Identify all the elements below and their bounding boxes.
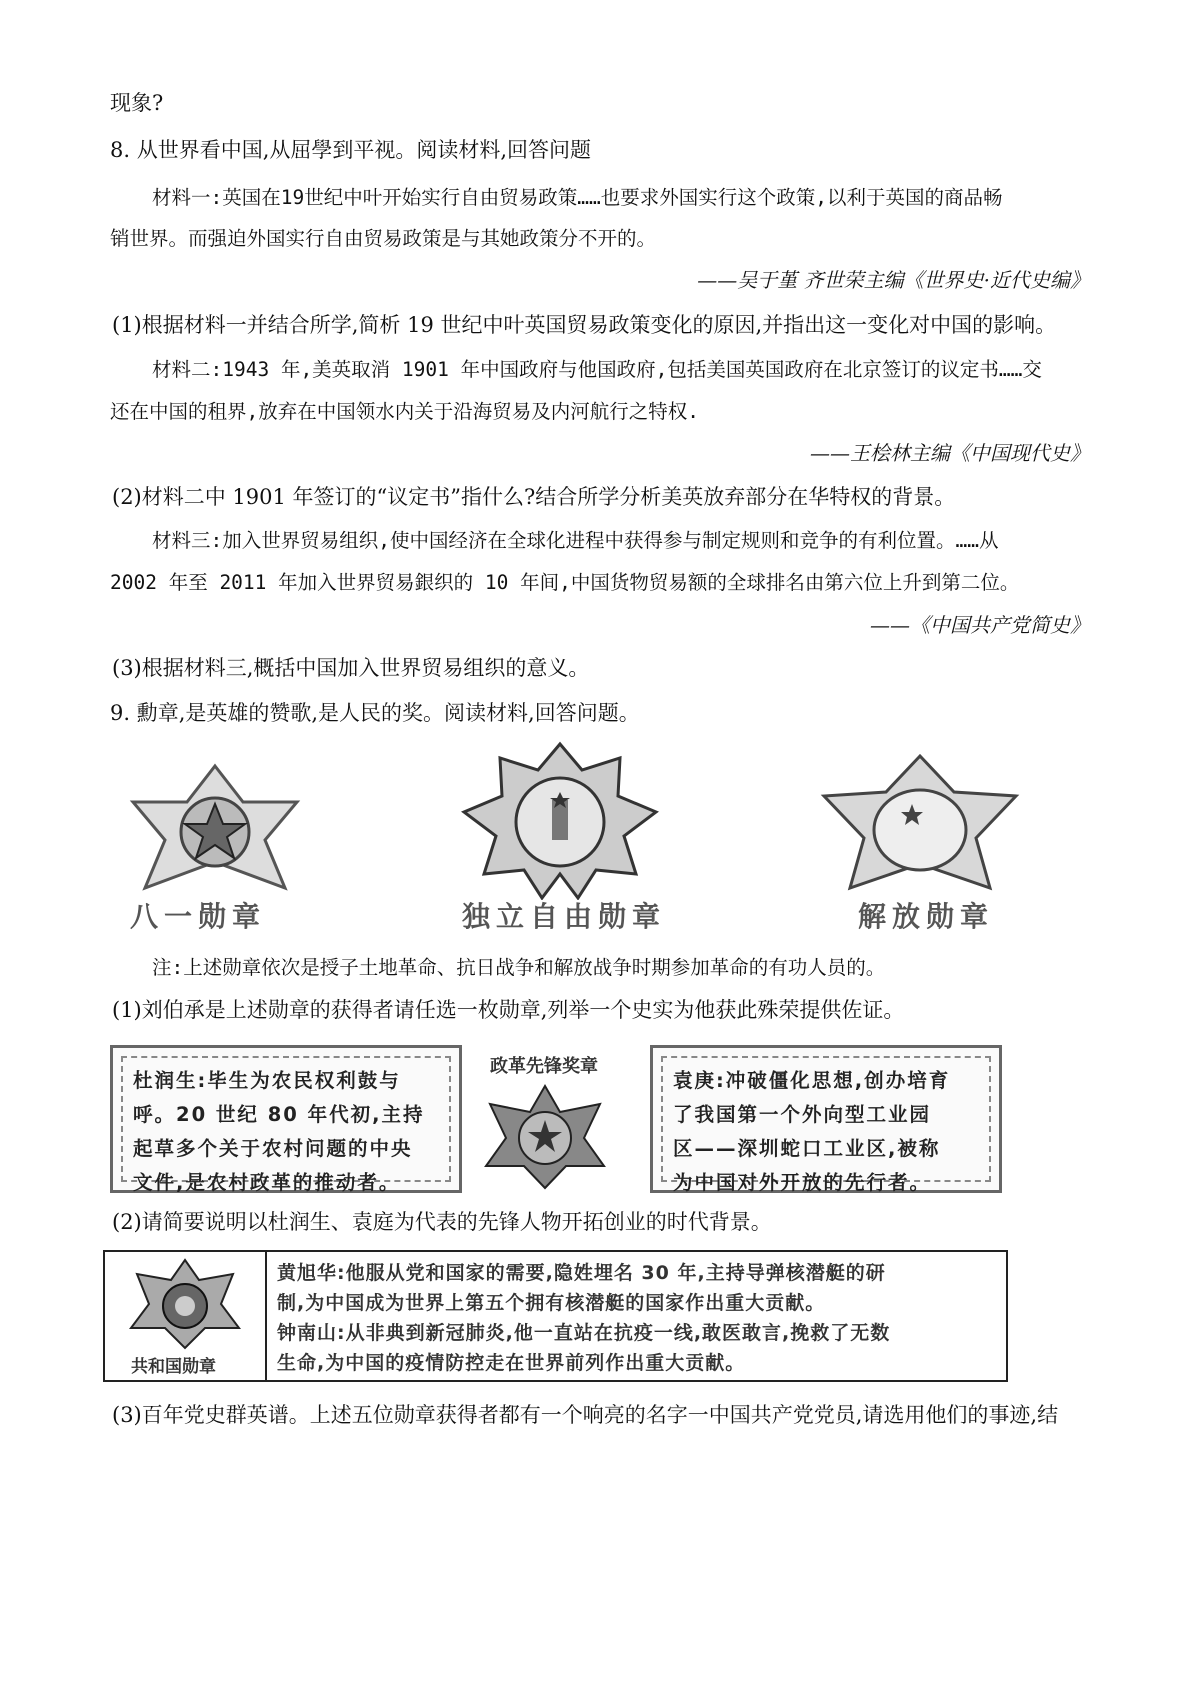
- yuan-geng-box-inner: [661, 1056, 991, 1194]
- republic-medal-label: 共和国勋章: [131, 1357, 216, 1377]
- bayi-medal-image: [125, 762, 305, 892]
- zhong-nanshan-text-1: 钟南山:从非典到新冠肺炎,他一直站在抗疫一线,敢医敢言,挽救了无数: [277, 1322, 891, 1344]
- du-runsheng-text-4: 文件,是农村政革的推动者。: [133, 1171, 401, 1194]
- question-9-2: (2)请简要说明以杜润生、袁庭为代表的先锋人物开拓创业的时代背景。: [112, 1210, 772, 1234]
- huang-xuhua-text-2: 制,为中国成为世界上第五个拥有核潜艇的国家作出重大贡献。: [277, 1292, 826, 1314]
- republic-medal-image: [125, 1258, 245, 1350]
- material-3-line-2: 2002 年至 2011 年加入世界贸易銀织的 10 年间,中国货物贸易额的全球排名由第六位上升到第二位。: [110, 571, 1020, 594]
- independence-medal-image: [460, 740, 660, 900]
- independence-medal-label: 独立自由勋章: [462, 900, 667, 933]
- huang-xuhua-text-1: 黄旭华:他服从党和国家的需要,隐姓埋名 30 年,主持导弹核潜艇的研: [277, 1262, 886, 1284]
- republic-medal-box: [103, 1250, 1008, 1382]
- republic-medal-text: [277, 1258, 996, 1378]
- du-runsheng-text-3: 起草多个关于农村问题的中央: [133, 1137, 413, 1160]
- box-divider: [265, 1252, 267, 1380]
- du-runsheng-box-inner: [121, 1056, 451, 1194]
- material-2-line-2: 还在中国的租界,放弃在中国领水内关于沿海贸易及内河航行之特权.: [110, 400, 699, 423]
- material-1-line-2: 销世界。而强迫外国实行自由贸易政策是与其她政策分不开的。: [110, 227, 657, 250]
- material-3-line-1: 材料三:加入世界贸易组织,使中国经济在全球化进程中获得参与制定规则和竞争的有利位置。……从: [152, 529, 999, 552]
- question-8-title: 8. 从世界看中国,从屈學到平视。阅读材料,回答问题: [110, 138, 592, 162]
- material-1-source: ——吴于堇 齐世荣主编《世界史·近代史编》: [697, 268, 1090, 292]
- material-3-source: ——《中国共产党简史》: [870, 613, 1090, 637]
- reform-medal-label: 政革先锋奖章: [490, 1056, 598, 1077]
- question-8-2: (2)材料二中 1901 年签订的“议定书”指什么?结合所学分析美英放弃部分在华特权的背景。: [112, 485, 956, 509]
- yuan-geng-text-4: 为中国对外开放的先行者。: [673, 1171, 932, 1194]
- yuan-geng-text-3: 区——深圳蛇口工业区,被称: [673, 1137, 941, 1160]
- yuan-geng-box: [650, 1045, 1002, 1193]
- yuan-geng-text-1: 袁庚:冲破僵化思想,创办培育: [673, 1069, 951, 1092]
- medal-note: 注:上述勋章依次是授子土地革命、抗日战争和解放战争时期参加革命的有功人员的。: [152, 956, 886, 979]
- text-line: 现象?: [110, 91, 164, 115]
- question-8-1: (1)根据材料一并结合所学,简析 19 世纪中叶英国贸易政策变化的原因,并指出这一变化对中国的影响。: [112, 313, 1057, 337]
- du-runsheng-text-2: 呼。20 世纪 80 年代初,主持: [133, 1103, 425, 1126]
- liberation-medal-label: 解放勋章: [858, 900, 995, 933]
- bayi-medal-label: 八一勋章: [130, 900, 267, 933]
- question-9-title: 9. 勳章,是英雄的赞歌,是人民的奖。阅读材料,回答问题。: [110, 701, 640, 725]
- zhong-nanshan-text-2: 生命,为中国的疫情防控走在世界前列作出重大贡献。: [277, 1352, 746, 1374]
- question-9-1: (1)刘伯承是上述勋章的获得者请任选一枚勋章,列举一个史实为他获此殊荣提供佐证。: [112, 998, 905, 1022]
- du-runsheng-box: [110, 1045, 462, 1193]
- reform-medal-image: [480, 1082, 610, 1192]
- material-2-source: ——王桧林主编《中国现代史》: [810, 441, 1090, 465]
- du-runsheng-text-1: 杜润生:毕生为农民权利鼓与: [133, 1069, 401, 1092]
- question-9-3: (3)百年党史群英谱。上述五位勋章获得者都有一个响亮的名字一中国共产党党员,请选用他们的事迹,结: [112, 1403, 1059, 1427]
- question-8-3: (3)根据材料三,概括中国加入世界贸易组织的意义。: [112, 656, 590, 680]
- material-2-line-1: 材料二:1943 年,美英取消 1901 年中国政府与他国政府,包括美国英国政府在北京签订的议定书……交: [152, 358, 1042, 381]
- material-1-line-1: 材料一:英国在19世纪中叶开始实行自由贸易政策……也要求外国实行这个政策,以利于英国的商品畅: [152, 186, 1003, 209]
- liberation-medal-image: [820, 752, 1020, 892]
- yuan-geng-text-2: 了我国第一个外向型工业园: [673, 1103, 932, 1126]
